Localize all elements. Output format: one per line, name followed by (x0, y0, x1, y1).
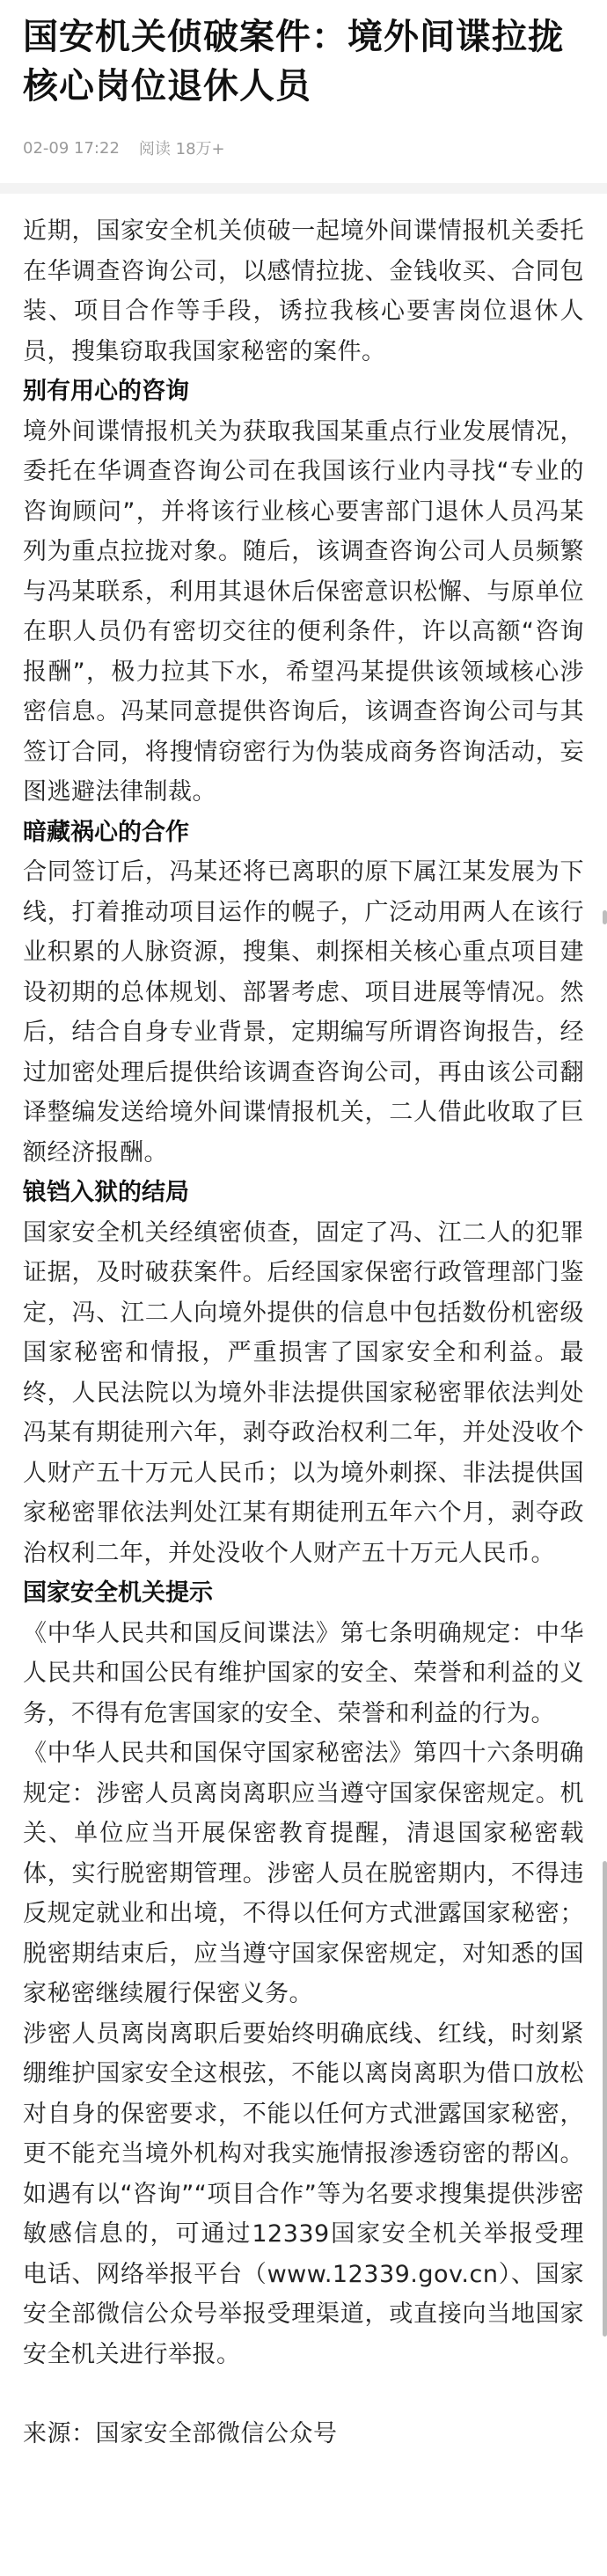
article-title: 国安机关侦破案件：境外间谍拉拢核心岗位退休人员 (23, 17, 564, 107)
scrollbar-mark[interactable] (603, 910, 607, 924)
section-heading-outcome: 锒铛入狱的结局 (23, 1179, 189, 1206)
reminder-paragraph-advice: 涉密人员离岗离职后要始终明确底线、红线，时刻紧绷维护国家安全这根弦，不能以离岗离职为借口放松对自身的保密要求，不能以任何方式泄露国家秘密，更不能充当境外机构对我实施情报渗透窃密的帮凶。如遇有以“咨询”“项目合作”等为名要求搜集提供涉密敏感信息的，可通过12339国家安全机关举报受理电话、网络举报平台（www.12339.gov.cn）、国家安全部微信公众号举报受理渠道，或直接向当地国家安全机关进行举报。 (23, 2020, 584, 2368)
article-meta (23, 136, 584, 160)
publish-date: 02-09 17:22 (23, 138, 120, 158)
scrollbar-thumb[interactable] (603, 1861, 607, 2337)
article (0, 12, 607, 2455)
read-count: 阅读 18万+ (138, 140, 225, 158)
section-text-cooperation: 合同签订后，冯某还将已离职的原下属江某发展为下线，打着推动项目运作的幌子，广泛动用两人在该行业积累的人脉资源，搜集、刺探相关核心重点项目建设初期的总体规划、部署考虑、项目进展等情况。然后，结合自身专业背景，定期编写所谓咨询报告，经过加密处理后提供给该调查咨询公司，再由该公司翻译整编发送给境外间谍情报机关，二人借此收取了巨额经济报酬。 (23, 858, 584, 1167)
section-text-consulting: 境外间谍情报机关为获取我国某重点行业发展情况，委托在华调查咨询公司在我国该行业内寻找“专业的咨询顾问”，并将该行业核心要害部门退休人员冯某列为重点拉拢对象。随后，该调查咨询公司人员频繁与冯某联系，利用其退休后保密意识松懈、与原单位在职人员仍有密切交往的便利条件，许以高额“咨询报酬”，极力拉其下水，希望冯某提供该领域核心涉密信息。冯某同意提供咨询后，该调查咨询公司与其签订合同，将搜情窃密行为伪装成商务咨询活动，妄图逃避法律制裁。 (23, 417, 584, 806)
intro-paragraph: 近期，国家安全机关侦破一起境外间谍情报机关委托在华调查咨询公司，以感情拉拢、金钱收买、合同包装、项目合作等手段，诱拉我核心要害岗位退休人员，搜集窃取我国家秘密的案件。 (23, 217, 584, 365)
spacer (23, 2374, 584, 2414)
divider (0, 183, 607, 194)
section-heading-cooperation: 暗藏祸心的合作 (23, 818, 189, 846)
reminder-paragraph-law1: 《中华人民共和国反间谍法》第七条明确规定：中华人民共和国公民有维护国家的安全、荣誉和利益的义务，不得有危害国家的安全、荣誉和利益的行为。 (23, 1619, 584, 1727)
section-heading-consulting: 别有用心的咨询 (23, 378, 189, 405)
source-line: 来源：国家安全部微信公众号 (23, 2420, 338, 2447)
reminder-paragraph-law2: 《中华人民共和国保守国家秘密法》第四十六条明确规定：涉密人员离岗离职应当遵守国家保密规定。机关、单位应当开展保密教育提醒，清退国家秘密载体，实行脱密期管理。涉密人员在脱密期内，不得违反规定就业和出境，不得以任何方式泄露国家秘密；脱密期结束后，应当遵守国家保密规定，对知悉的国家秘密继续履行保密义务。 (23, 1740, 584, 2007)
section-text-outcome: 国家安全机关经缜密侦查，固定了冯、江二人的犯罪证据，及时破获案件。后经国家保密行政管理部门鉴定，冯、江二人向境外提供的信息中包括数份机密级国家秘密和情报，严重损害了国家安全和利益。最终，人民法院以为境外非法提供国家秘密罪依法判处冯某有期徒刑六年，剥夺政治权利二年，并处没收个人财产五十万元人民币；以为境外刺探、非法提供国家秘密罪依法判处江某有期徒刑五年六个月，剥夺政治权利二年，并处没收个人财产五十万元人民币。 (23, 1218, 584, 1567)
article-body (23, 211, 584, 2455)
section-heading-reminder: 国家安全机关提示 (23, 1579, 213, 1607)
